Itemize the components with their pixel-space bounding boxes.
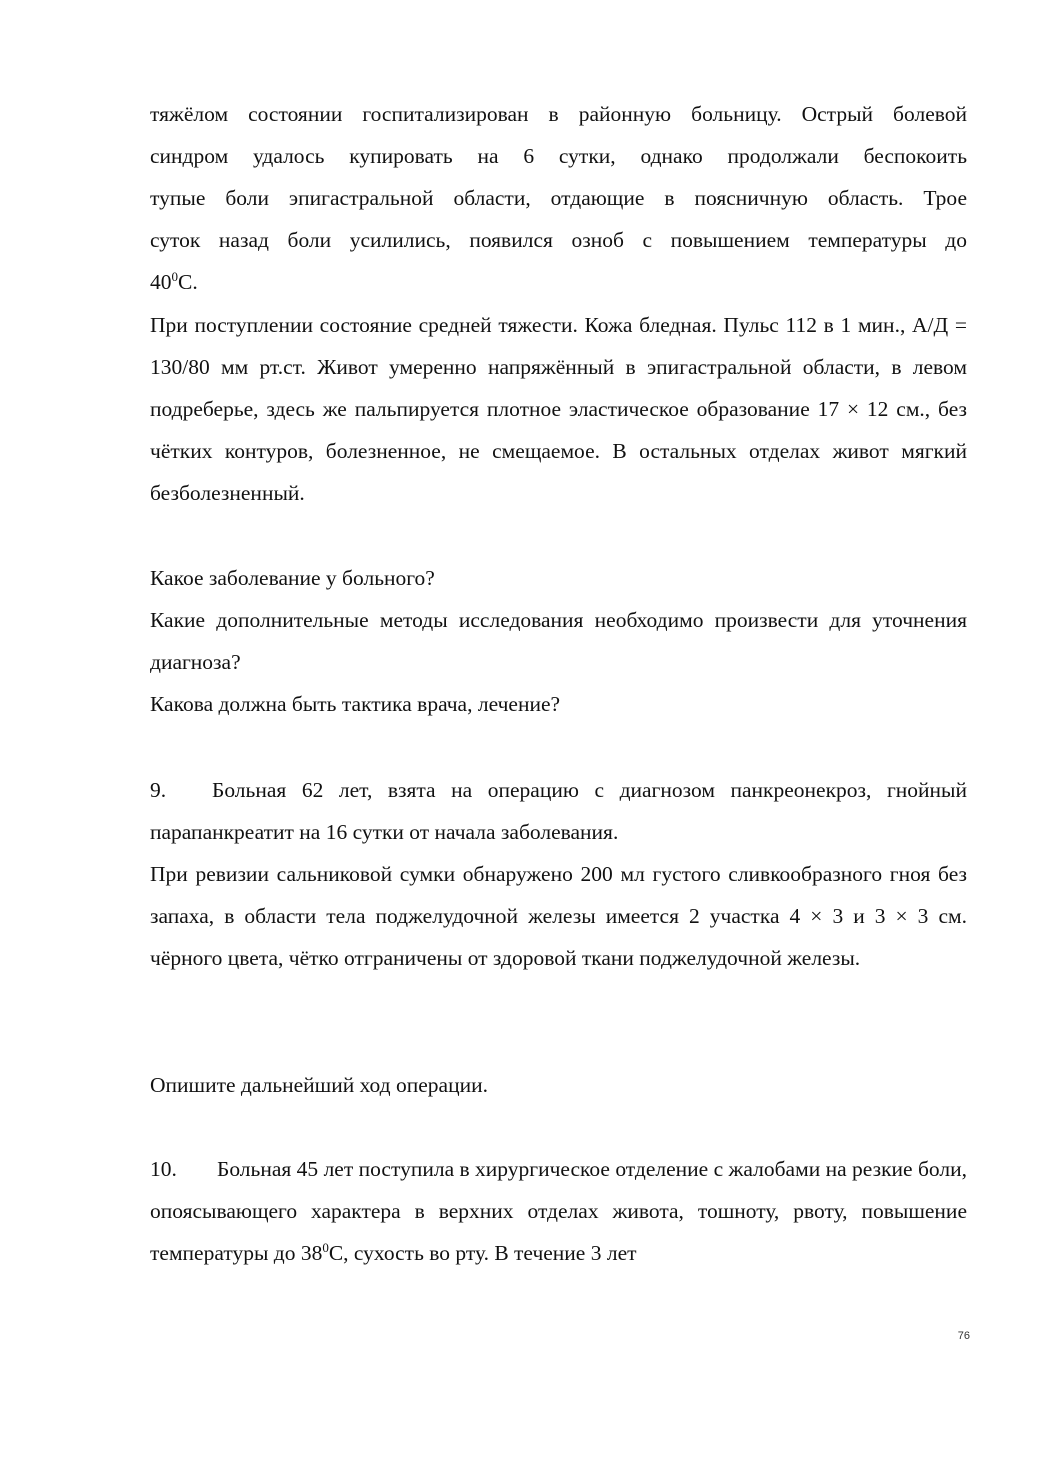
case-10-paragraph — [150, 1148, 967, 1274]
case-9-revision-paragraph: При ревизии сальниковой сумки обнаружено 200 мл густого сливкообразного гноя без запаха, в области тела поджелудочной железы имеется 2 участка 4 × 3 и 3 × 3 см. чёрного цвета, чётко отграничены от здоровой ткани поджелудочной железы. — [150, 862, 967, 970]
degree-superscript: 0 — [322, 1239, 329, 1255]
text-line: тупые боли эпигастральной области, отдающие в поясничную область. Трое — [150, 186, 967, 210]
question-item: Какое заболевание у больного? — [150, 566, 435, 590]
case-10-text: Больная 45 лет поступила в хирургическое отделение с жалобами на резкие боли, опоясывающего характера в верхних отделах живота, тошноту, рвоту, повышение температуры до 38 — [150, 1157, 967, 1265]
page-number: 76 — [957, 1330, 970, 1342]
questions-case-8 — [150, 557, 967, 725]
question-item: Какова должна быть тактика врача, лечение? — [150, 692, 561, 716]
case-10-number: 10. — [150, 1157, 177, 1181]
case-9-paragraph — [150, 769, 967, 853]
paragraph-case-continuation — [150, 93, 967, 303]
text-line — [150, 261, 967, 303]
case-9-question: Опишите дальнейший ход операции. — [150, 1073, 488, 1097]
case-10-text-end: С, сухость во рту. В течение 3 лет — [328, 1241, 637, 1265]
question-item: Какие дополнительные методы исследования необходимо произвести для уточнения диагноза? — [150, 608, 967, 674]
case-9-text: Больная 62 лет, взята на операцию с диагнозом панкреонекроз, гнойный парапанкреатит на 16 сутки от начала заболевания. — [150, 778, 967, 844]
text-line: суток назад боли усилились, появился озноб с повышением температуры до — [150, 228, 967, 252]
paragraph-admission-status: При поступлении состояние средней тяжести. Кожа бледная. Пульс 112 в 1 мин., А/Д = 130/80 мм рт.ст. Живот умеренно напряжённый в эпигастральной области, в левом подреберье, здесь же пальпируется плотное эластическое образование 17 × 12 см., без чётких контуров, болезненное, не смещаемое. В остальных отделах живот мягкий безболезненный. — [150, 313, 967, 505]
temperature-value: 40 — [150, 270, 172, 294]
temperature-unit: С. — [178, 270, 198, 294]
degree-superscript: 0 — [171, 268, 178, 284]
case-9-number: 9. — [150, 778, 167, 802]
text-line: синдром удалось купировать на 6 сутки, однако продолжали беспокоить — [150, 144, 967, 168]
text-line: тяжёлом состоянии госпитализирован в районную больницу. Острый болевой — [150, 102, 967, 126]
